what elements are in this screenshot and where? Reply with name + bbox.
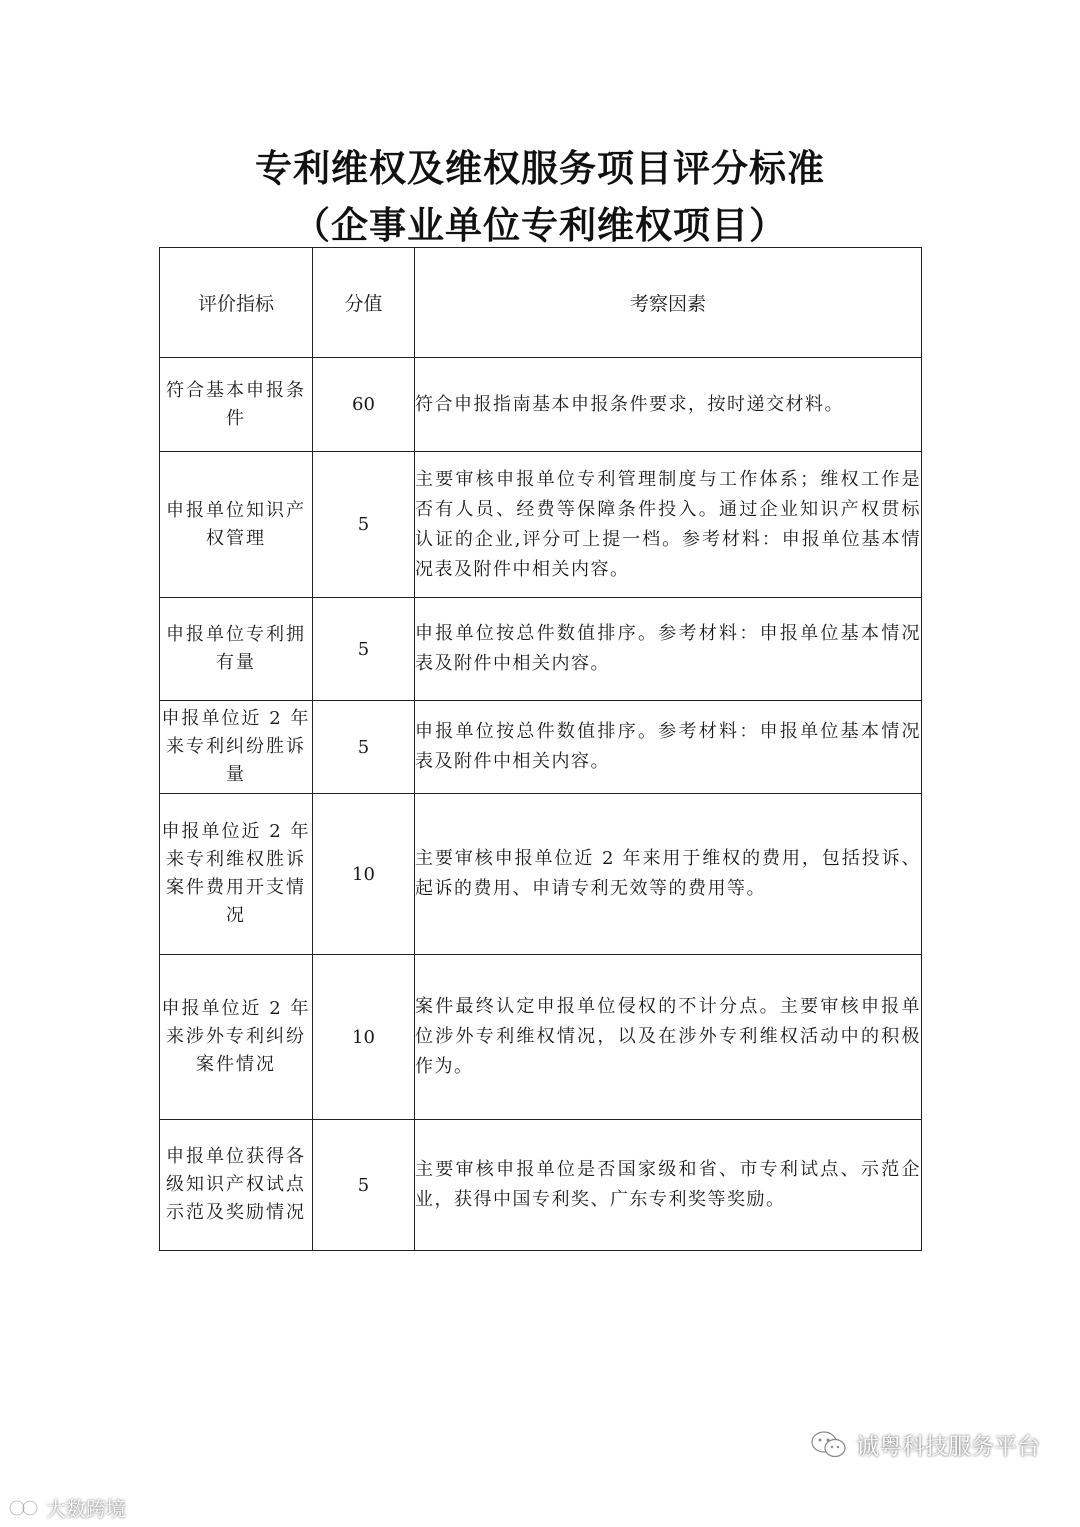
brand-watermark	[8, 1493, 126, 1522]
row-factors: 主要审核申报单位是否国家级和省、市专利试点、示范企业，获得中国专利奖、广东专利奖等奖励。	[415, 1120, 922, 1251]
row-indicator: 申报单位近 2 年来专利纠纷胜诉量	[160, 701, 313, 794]
row-score: 60	[313, 358, 415, 452]
table-row	[160, 1120, 922, 1251]
row-score: 5	[313, 598, 415, 701]
row-indicator: 申报单位专利拥有量	[160, 598, 313, 701]
wechat-icon	[810, 1430, 848, 1460]
row-indicator: 申报单位获得各级知识产权试点示范及奖励情况	[160, 1120, 313, 1251]
brand-logo-icon	[8, 1497, 42, 1519]
document-subtitle: （企事业单位专利维权项目）	[293, 204, 787, 247]
table-row	[160, 598, 922, 701]
document-title: 专利维权及维权服务项目评分标准	[255, 147, 825, 190]
brand-watermark-text: 大数跨境	[46, 1497, 126, 1521]
header-factors: 考察因素	[415, 248, 922, 358]
row-indicator: 申报单位近 2 年来专利维权胜诉案件费用开支情况	[160, 794, 313, 955]
table-row	[160, 955, 922, 1120]
row-score: 5	[313, 1120, 415, 1251]
table-row	[160, 701, 922, 794]
table-row	[160, 358, 922, 452]
wechat-watermark	[810, 1428, 1040, 1461]
row-factors: 申报单位按总件数值排序。参考材料：申报单位基本情况表及附件中相关内容。	[415, 598, 922, 701]
table-row	[160, 452, 922, 598]
row-indicator: 申报单位近 2 年来涉外专利纠纷案件情况	[160, 955, 313, 1120]
row-factors: 申报单位按总件数值排序。参考材料：申报单位基本情况表及附件中相关内容。	[415, 701, 922, 794]
row-score: 5	[313, 452, 415, 598]
table-row	[160, 794, 922, 955]
row-score: 10	[313, 955, 415, 1120]
row-indicator: 申报单位知识产权管理	[160, 452, 313, 598]
row-score: 5	[313, 701, 415, 794]
row-score: 10	[313, 794, 415, 955]
row-indicator: 符合基本申报条件	[160, 358, 313, 452]
table-header-row	[160, 248, 922, 358]
row-factors: 主要审核申报单位近 2 年来用于维权的费用，包括投诉、起诉的费用、申请专利无效等的费用等。	[415, 794, 922, 955]
scoring-table	[159, 247, 922, 1251]
row-factors: 符合申报指南基本申报条件要求，按时递交材料。	[415, 358, 922, 452]
header-indicator: 评价指标	[160, 248, 313, 358]
header-score: 分值	[313, 248, 415, 358]
wechat-watermark-text: 诚粤科技服务平台	[856, 1434, 1040, 1460]
row-factors: 主要审核申报单位专利管理制度与工作体系；维权工作是否有人员、经费等保障条件投入。通过企业知识产权贯标认证的企业,评分可上提一档。参考材料：申报单位基本情况表及附件中相关内容。	[415, 452, 922, 598]
row-factors: 案件最终认定申报单位侵权的不计分点。主要审核申报单位涉外专利维权情况，以及在涉外专利维权活动中的积极作为。	[415, 955, 922, 1120]
